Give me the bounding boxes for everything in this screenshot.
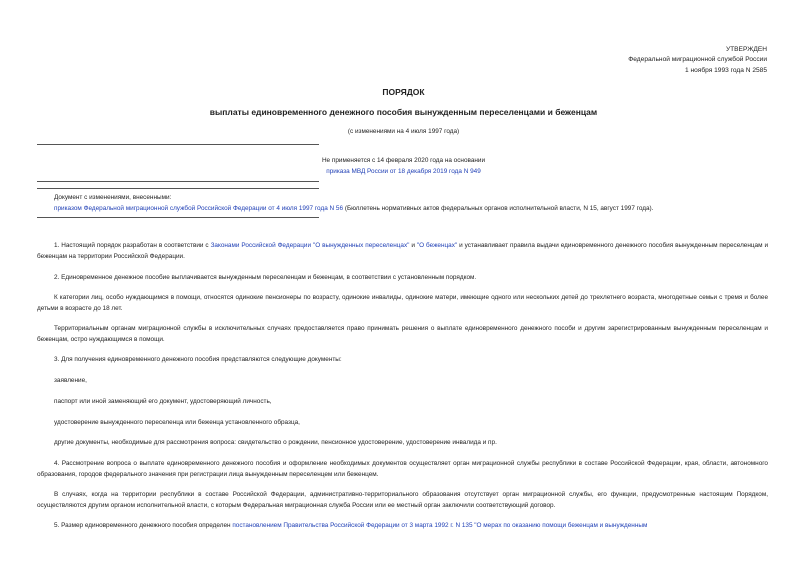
status-notice bbox=[0, 156, 807, 177]
list-item: удостоверение вынужденного переселенца или беженца установленного образца, bbox=[54, 419, 300, 426]
list-item: заявление, bbox=[54, 377, 87, 384]
paragraph-7: В случаях, когда на территории республики в составе Российской Федерации, административно-территориального образования отсутствует орган миграционной службы, его функции, предусмотренные настоящим Порядком, осуществляются другим органом исполнительной власти, с которым Федеральная миграционная служба России или ее местный орган заключили соответствующий договор. bbox=[37, 491, 768, 509]
document-subtitle: выплаты единовременного денежного пособия вынужденным переселенцами и беженцам bbox=[209, 107, 598, 117]
law-link-refugees[interactable]: "О беженцах" bbox=[416, 242, 458, 249]
list-item: другие документы, необходимые для рассмотрения вопроса: свидетельство о рождении, пенсионное удостоверение, удостоверение инвалида и пр. bbox=[54, 439, 497, 446]
document-changes-link[interactable]: приказом Федеральной миграционной службой Российской Федерации от 4 июля 1997 года N 56 bbox=[54, 204, 344, 212]
divider bbox=[37, 188, 319, 189]
paragraph-1: 1. Настоящий порядок разработан в соответствии с Законами Российской Федерации "О вынужденных переселенцах" и "О беженцах" и устанавливает правила выдачи единовременного денежного пособия вынужденным переселенцам и беженцам на территории Российской Федерации. bbox=[37, 242, 769, 260]
changes-note: (с изменениями на 4 июля 1997 года) bbox=[347, 128, 460, 135]
approval-date: 1 ноября 1993 года N 2585 bbox=[684, 66, 767, 74]
divider bbox=[37, 144, 319, 145]
paragraph-5: 3. Для получения единовременного денежного пособия представляются следующие документы: bbox=[54, 356, 342, 363]
document-changes-label: Документ с изменениями, внесенными: bbox=[54, 194, 172, 201]
document-changes bbox=[54, 193, 653, 215]
document-changes-source: (Бюллетень нормативных актов федеральных органов исполнительной власти, N 15, август 1997 года). bbox=[343, 204, 654, 212]
paragraph-2: 2. Единовременное денежное пособие выплачивается вынужденным переселенцам и беженцам, в соответствии с установленным порядком. bbox=[54, 274, 477, 281]
law-link-displaced-persons[interactable]: Законами Российской Федерации "О вынужденных переселенцах" bbox=[210, 242, 410, 249]
list-item: паспорт или иной заменяющий его документ, удостоверяющий личность, bbox=[54, 398, 272, 405]
divider bbox=[37, 217, 319, 218]
approval-status: УТВЕРЖДЕН bbox=[725, 46, 767, 53]
government-decree-link[interactable]: постановлением Правительства Российской Федерации от 3 марта 1992 г. N 135 "О мерах по оказанию помощи беженцам и вынужденным bbox=[232, 522, 648, 529]
status-notice-text: Не применяется с 14 февраля 2020 года на основании bbox=[321, 157, 486, 164]
paragraph-3: К категории лиц, особо нуждающимся в помощи, относятся одинокие пенсионеры по возрасту, одинокие инвалиды, одинокие матери, имеющие одного или нескольких детей до трехлетнего возраста, многодетные семьи с тремя и более детьми в возрасте до 18 лет. bbox=[37, 294, 768, 312]
approval-authority: Федеральной миграционной службой России bbox=[628, 56, 767, 64]
paragraph-4: Территориальным органам миграционной службы в исключительных случаях предоставляется право принимать решения о выплате единовременного денежного пособи и другим зарегистрированным вынужденным переселенцам и беженцам, остро нуждающимся в помощи. bbox=[37, 325, 768, 343]
paragraph-6: 4. Рассмотрение вопроса о выплате единовременного денежного пособия и оформление необходимых документов осуществляет орган миграционной службы республики в составе Российской Федерации, края, области, автономного образования, городов федерального значения при регистрации лица вынужденным переселенцем или беженцем. bbox=[37, 460, 768, 478]
approval-stamp bbox=[628, 45, 767, 76]
paragraph-8: 5. Размер единовременного денежного пособия определен постановлением Правительства Российской Федерации от 3 марта 1992 г. N 135 "О мерах по оказанию помощи беженцам и вынужденным bbox=[54, 522, 648, 529]
document-title: ПОРЯДОК bbox=[382, 87, 425, 97]
status-notice-link[interactable]: приказа МВД России от 18 декабря 2019 года N 949 bbox=[326, 167, 481, 175]
divider bbox=[37, 181, 319, 182]
